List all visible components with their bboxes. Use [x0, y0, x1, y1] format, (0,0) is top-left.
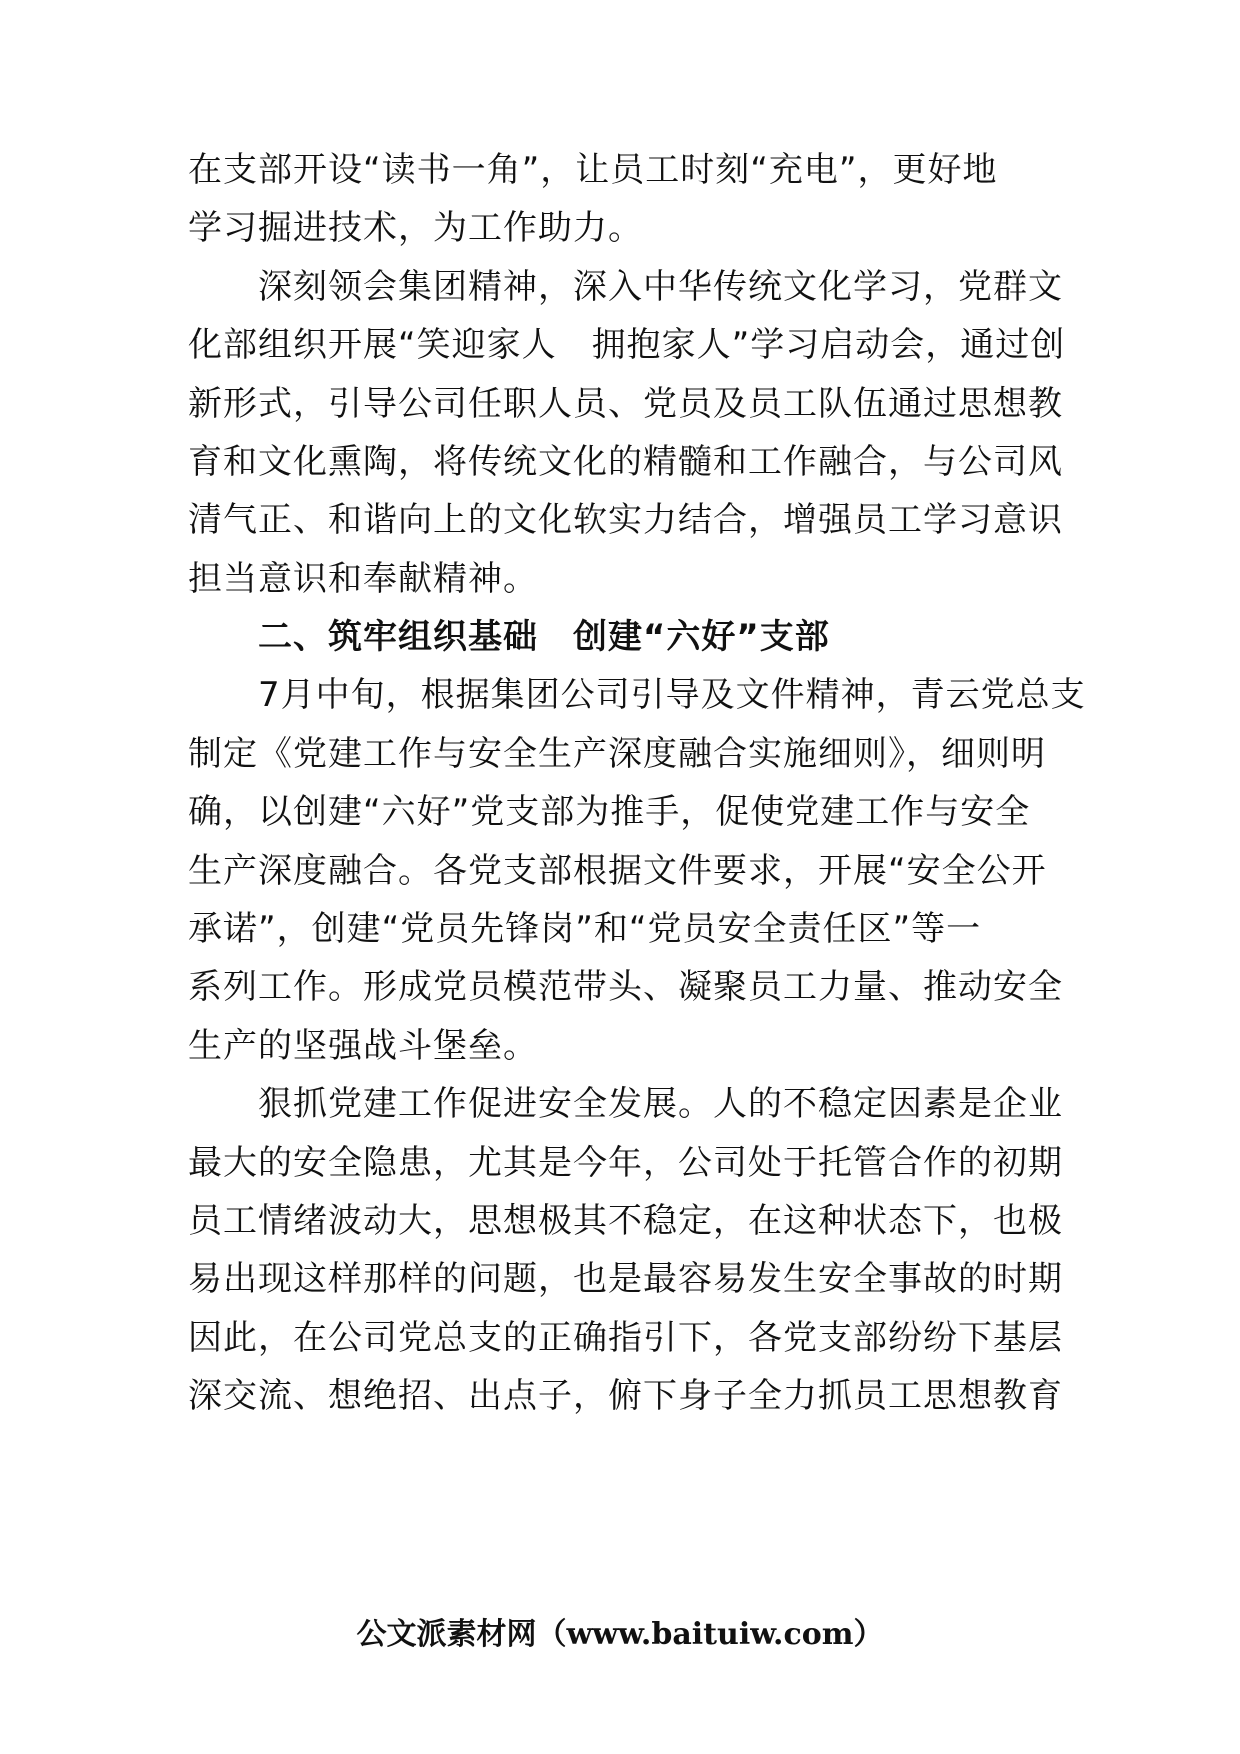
- text-line: 在支部开设“读书一角”，让员工时刻“充电”，更好地: [188, 150, 998, 190]
- text-line: 易出现这样那样的问题，也是最容易发生安全事故的时期: [188, 1259, 1063, 1299]
- section-heading: 二、筑牢组织基础 创建“六好”支部: [188, 617, 830, 657]
- text-line: 生产深度融合。各党支部根据文件要求，开展“安全公开: [188, 851, 1047, 891]
- text-line: 生产的坚强战斗堡垒。: [188, 1026, 538, 1066]
- footer-watermark: 公文派素材网（www.baituiw.com）: [356, 1617, 884, 1652]
- text-line: 员工情绪波动大，思想极其不稳定，在这种状态下，也极: [188, 1201, 1063, 1241]
- text-line: 清气正、和谐向上的文化软实力结合，增强员工学习意识: [188, 500, 1063, 540]
- text-line: 制定《党建工作与安全生产深度融合实施细则》，细则明: [188, 734, 1046, 774]
- text-line: 最大的安全隐患，尤其是今年，公司处于托管合作的初期: [188, 1143, 1063, 1183]
- text-line: 承诺”，创建“党员先锋岗”和“党员安全责任区”等一: [188, 909, 982, 949]
- text-line: 系列工作。形成党员模范带头、凝聚员工力量、推动安全: [188, 967, 1063, 1007]
- text-line: 确，以创建“六好”党支部为推手，促使党建工作与安全: [188, 792, 1031, 832]
- text-line: 深交流、想绝招、出点子，俯下身子全力抓员工思想教育: [188, 1376, 1063, 1416]
- text-line: 担当意识和奉献精神。: [188, 559, 538, 599]
- text-line: 7月中旬，根据集团公司引导及文件精神，青云党总支: [188, 675, 1086, 715]
- text-line: 深刻领会集团精神，深入中华传统文化学习，党群文: [188, 267, 1063, 307]
- text-line: 化部组织开展“笑迎家人 拥抱家人”学习启动会，通过创: [188, 325, 1066, 365]
- text-line: 因此，在公司党总支的正确指引下，各党支部纷纷下基层: [188, 1318, 1063, 1358]
- text-line: 新形式，引导公司任职人员、党员及员工队伍通过思想教: [188, 384, 1063, 424]
- text-line: 学习掘进技术，为工作助力。: [188, 208, 643, 248]
- text-line: 狠抓党建工作促进安全发展。人的不稳定因素是企业: [188, 1084, 1063, 1124]
- text-line: 育和文化熏陶，将传统文化的精髓和工作融合，与公司风: [188, 442, 1063, 482]
